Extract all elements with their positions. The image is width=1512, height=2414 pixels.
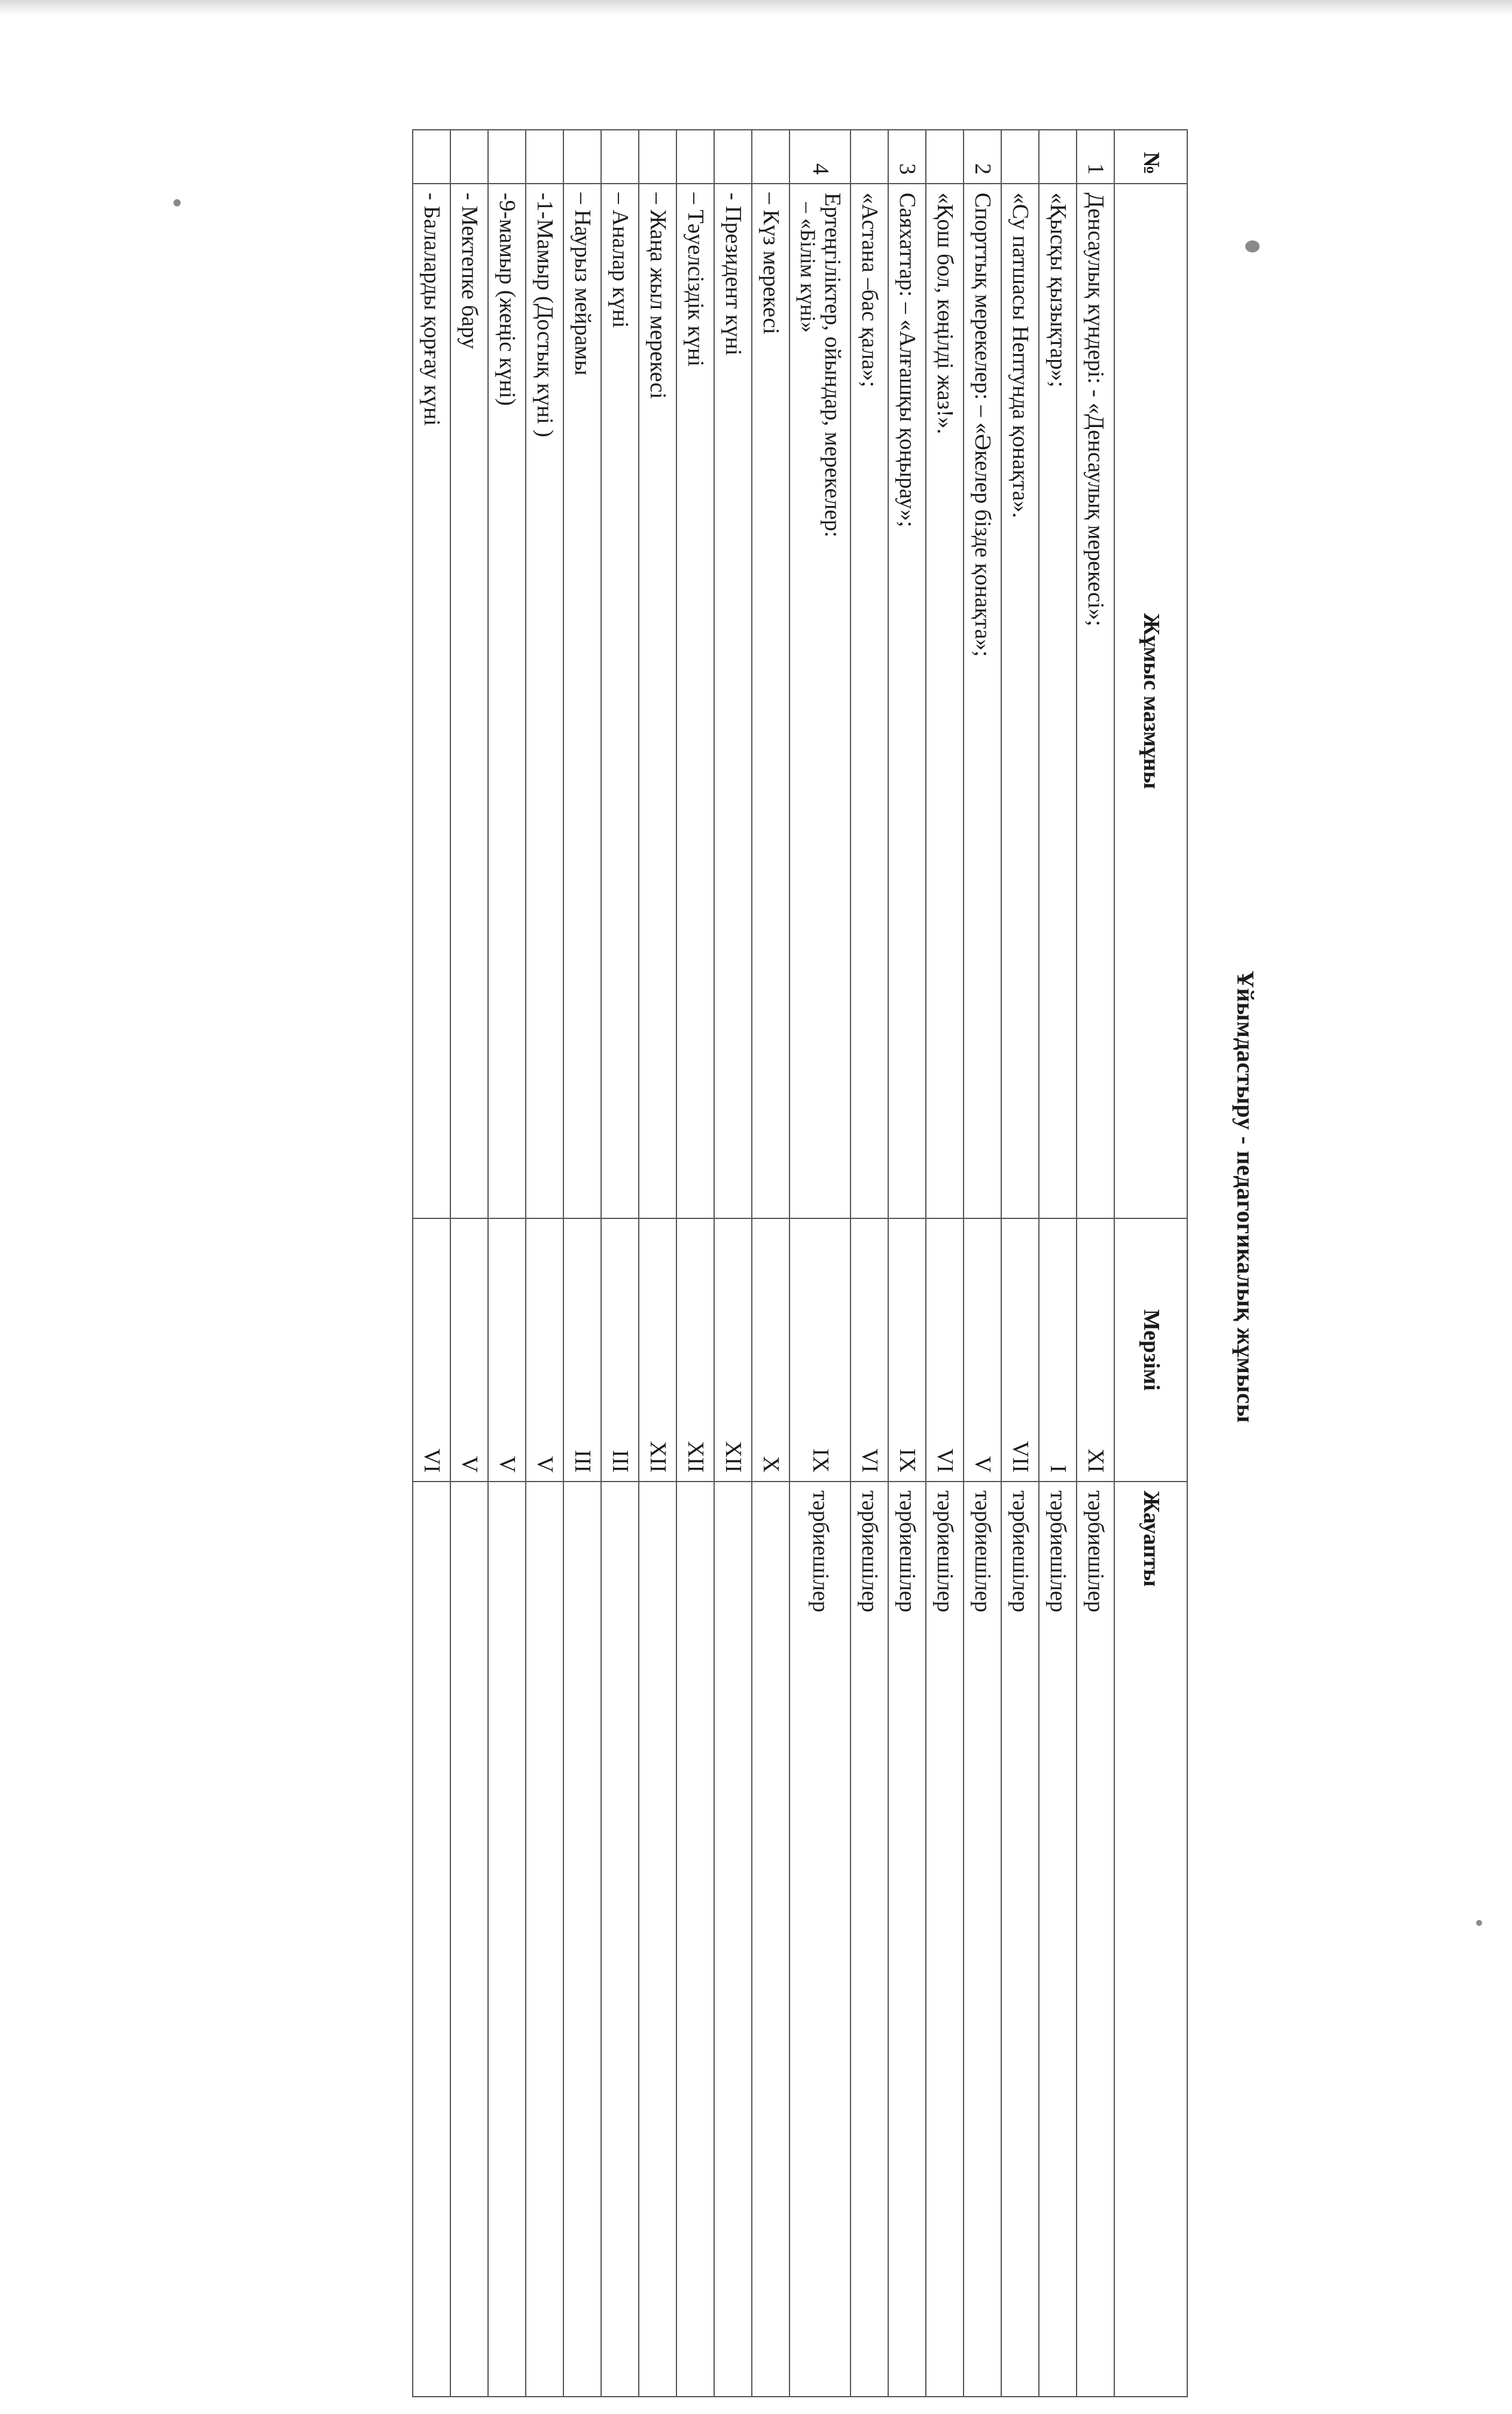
table-row xyxy=(450,130,488,2397)
row-content: -9-мамыр (жеңіс күні) xyxy=(488,184,526,1218)
row-responsible: тәрбиешілер xyxy=(1039,1482,1077,2397)
row-content: Ертеңгіліктер, ойындар, мерекелер: xyxy=(819,193,845,538)
row-term: XI xyxy=(1077,1218,1114,1482)
row-responsible xyxy=(450,1482,488,2397)
row-responsible xyxy=(639,1482,676,2397)
row-responsible: тәрбиешілер xyxy=(926,1482,964,2397)
row-responsible: тәрбиешілер xyxy=(1077,1482,1114,2397)
document-title: Ұйымдастыру - педагогикалық жұмысы xyxy=(1232,970,1259,1424)
table-row xyxy=(789,130,850,2397)
table-row xyxy=(752,130,789,2397)
row-num xyxy=(676,130,714,184)
row-num: 1 xyxy=(1077,130,1114,184)
row-num xyxy=(413,130,450,184)
row-responsible xyxy=(563,1482,601,2397)
row-responsible xyxy=(526,1482,563,2397)
row-num: 2 xyxy=(964,130,1001,184)
row-num xyxy=(563,130,601,184)
row-content: - Мектепке бару xyxy=(450,184,488,1218)
row-num xyxy=(526,130,563,184)
row-term: V xyxy=(450,1218,488,1482)
row-term: III xyxy=(601,1218,639,1482)
row-responsible xyxy=(601,1482,639,2397)
table-row xyxy=(1077,130,1114,2397)
table-row xyxy=(526,130,563,2397)
table-row xyxy=(964,130,1001,2397)
row-content: Саяхаттар: – «Алғашқы қоңырау»; xyxy=(888,184,926,1218)
row-content: – Тәуелсіздік күні xyxy=(676,184,714,1218)
row-term: V xyxy=(526,1218,563,1482)
row-num xyxy=(450,130,488,184)
table-row xyxy=(850,130,888,2397)
row-content: «Су патшасы Нептунда қонақта». xyxy=(1001,184,1039,1218)
row-responsible xyxy=(752,1482,789,2397)
row-term: I xyxy=(1039,1218,1077,1482)
work-plan-table xyxy=(412,129,1188,2397)
document-page xyxy=(123,151,1260,2414)
table-row xyxy=(926,130,964,2397)
table-row xyxy=(488,130,526,2397)
table-row xyxy=(413,130,450,2397)
row-responsible: тәрбиешілер xyxy=(1001,1482,1039,2397)
header-responsible: Жауапты xyxy=(1114,1482,1187,2397)
row-num: 3 xyxy=(888,130,926,184)
row-term: XII xyxy=(639,1218,676,1482)
row-num xyxy=(488,130,526,184)
row-responsible: тәрбиешілер xyxy=(888,1482,926,2397)
table-row xyxy=(1039,130,1077,2397)
table-header-row xyxy=(1114,130,1187,2397)
header-term: Мерзімі xyxy=(1114,1218,1187,1482)
row-term: VI xyxy=(413,1218,450,1482)
row-content: – Жаңа жыл мерекесі xyxy=(639,184,676,1218)
row-term: III xyxy=(563,1218,601,1482)
row-num: 4 xyxy=(789,130,850,184)
row-responsible: тәрбиешілер xyxy=(850,1482,888,2397)
table-row xyxy=(714,130,752,2397)
row-num xyxy=(714,130,752,184)
row-term: XII xyxy=(714,1218,752,1482)
row-term: IX xyxy=(789,1218,850,1482)
row-content: «Қош бол, көңілді жаз!». xyxy=(926,184,964,1218)
row-num xyxy=(1039,130,1077,184)
scan-speck xyxy=(1476,1920,1482,1926)
row-term: VI xyxy=(850,1218,888,1482)
row-content: «Астана –бас қала»; xyxy=(850,184,888,1218)
row-num xyxy=(752,130,789,184)
row-term: V xyxy=(964,1218,1001,1482)
row-num xyxy=(926,130,964,184)
table-row xyxy=(639,130,676,2397)
row-content: «Қысқы қызықтар»; xyxy=(1039,184,1077,1218)
row-content: -1-Мамыр (Достық күні ) xyxy=(526,184,563,1218)
row-responsible: тәрбиешілер xyxy=(964,1482,1001,2397)
table-row xyxy=(563,130,601,2397)
row-num xyxy=(1001,130,1039,184)
table-row xyxy=(601,130,639,2397)
row-term: XII xyxy=(676,1218,714,1482)
row-content: - Президент күні xyxy=(714,184,752,1218)
row-content: Денсаулық күндері: - «Денсаулық мерекесі»; xyxy=(1077,184,1114,1218)
table-row xyxy=(888,130,926,2397)
table-row xyxy=(1001,130,1039,2397)
row-responsible xyxy=(714,1482,752,2397)
row-content: - Балаларды қорғау күні xyxy=(413,184,450,1218)
row-term: V xyxy=(488,1218,526,1482)
row-responsible xyxy=(413,1482,450,2397)
row-content: Спорттық мерекелер: – «Әкелер бізде қонақта»; xyxy=(964,184,1001,1218)
header-num: № xyxy=(1114,130,1187,184)
row-num xyxy=(850,130,888,184)
row-term: X xyxy=(752,1218,789,1482)
row-content: – Күз мерекесі xyxy=(752,184,789,1218)
row-responsible xyxy=(488,1482,526,2397)
scan-edge xyxy=(0,0,1512,16)
row-num xyxy=(601,130,639,184)
row-term: IX xyxy=(888,1218,926,1482)
row-term: VI xyxy=(926,1218,964,1482)
row-responsible: тәрбиешілер xyxy=(789,1482,850,2397)
table-row xyxy=(676,130,714,2397)
row-responsible xyxy=(676,1482,714,2397)
row-content-sub: – «Білім күні» xyxy=(795,202,820,333)
row-term: VII xyxy=(1001,1218,1039,1482)
row-content: – Аналар күні xyxy=(601,184,639,1218)
row-num xyxy=(639,130,676,184)
header-content: Жұмыс мазмұны xyxy=(1114,184,1187,1218)
row-content-group xyxy=(789,184,850,1218)
row-content: – Наурыз мейрамы xyxy=(563,184,601,1218)
